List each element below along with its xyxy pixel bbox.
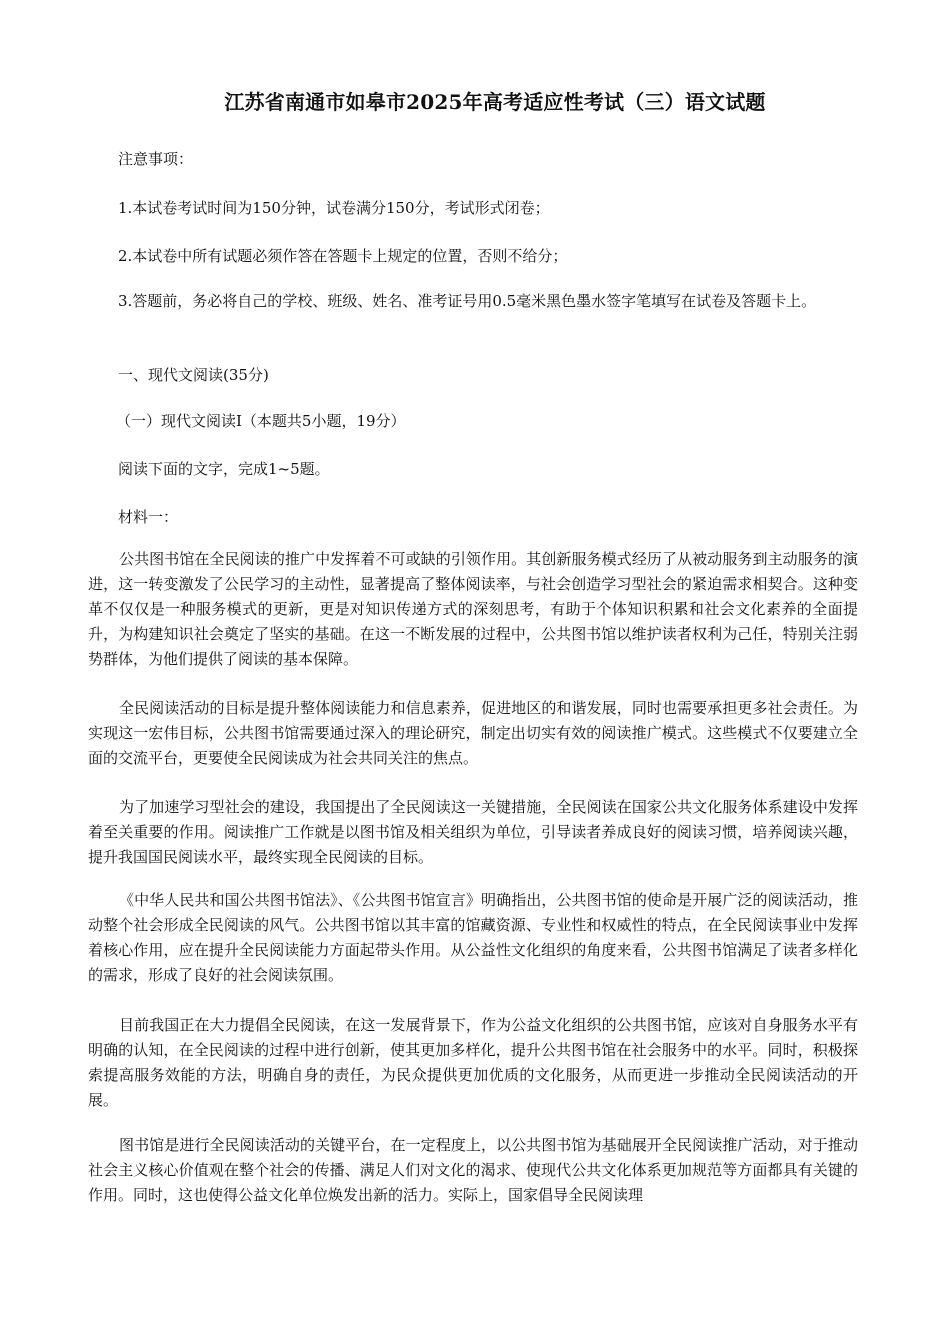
subsection-heading: （一）现代文阅读Ⅰ（本题共5小题，19分） (116, 412, 406, 430)
body-paragraph: 《中华人民共和国公共图书馆法》、《公共图书馆宣言》明确指出，公共图书馆的使命是开展广泛的阅读活动，推动整个社会形成全民阅读的风气。公共图书馆以其丰富的馆藏资源、专业性和权威性的特点，在全民阅读事业中发挥着核心作用，应在提升全民阅读能力方面起带头作用。从公益性文化组织的角度来看，公共图书馆满足了读者多样化的需求，形成了良好的社会阅读氛围。 (88, 891, 858, 984)
body-paragraph: 全民阅读活动的目标是提升整体阅读能力和信息素养，促进地区的和谐发展，同时也需要承担更多社会责任。为实现这一宏伟目标，公共图书馆需要通过深入的理论研究，制定出切实有效的阅读推广模式。这些模式不仅要建立全面的交流平台，更要使全民阅读成为社会共同关注的焦点。 (88, 699, 858, 767)
body-paragraph: 为了加速学习型社会的建设，我国提出了全民阅读这一关键措施，全民阅读在国家公共文化服务体系建设中发挥着至关重要的作用。阅读推广工作就是以图书馆及相关组织为单位，引导读者养成良好的阅读习惯，培养阅读兴趣，提升我国国民阅读水平，最终实现全民阅读的目标。 (88, 798, 858, 866)
notice-item-3: 3.答题前，务必将自己的学校、班级、姓名、准考证号用0.5毫米黑色墨水签字笔填写在试卷及答题卡上。 (118, 292, 817, 310)
body-paragraph: 公共图书馆在全民阅读的推广中发挥着不可或缺的引领作用。其创新服务模式经历了从被动服务到主动服务的演进，这一转变激发了公民学习的主动性，显著提高了整体阅读率，与社会创造学习型社会的紧迫需求相契合。这种变革不仅仅是一种服务模式的更新，更是对知识传递方式的深刻思考，有助于个体知识积累和社会文化素养的全面提升，为构建知识社会奠定了坚实的基础。在这一不断发展的过程中，公共图书馆以维护读者权利为己任，特别关注弱势群体，为他们提供了阅读的基本保障。 (88, 550, 858, 668)
reading-instruction: 阅读下面的文字，完成1~5题。 (118, 460, 330, 478)
notice-item-2: 2.本试卷中所有试题必须作答在答题卡上规定的位置，否则不给分； (118, 247, 568, 265)
notice-heading: 注意事项： (118, 150, 194, 168)
body-paragraph: 目前我国正在大力提倡全民阅读，在这一发展背景下，作为公益文化组织的公共图书馆，应该对自身服务水平有明确的认知，在全民阅读的过程中进行创新，使其更加多样化，提升公共图书馆在社会服务中的水平。同时，积极探索提高服务效能的方法，明确自身的责任，为民众提供更加优质的文化服务，从而更进一步推动全民阅读活动的开展。 (88, 1016, 858, 1109)
section-heading: 一、现代文阅读(35分) (118, 366, 269, 384)
body-paragraph: 图书馆是进行全民阅读活动的关键平台，在一定程度上，以公共图书馆为基础展开全民阅读推广活动，对于推动社会主义核心价值观在整个社会的传播、满足人们对文化的渴求、使现代公共文化体系更加规范等方面都具有关键的作用。同时，这也使得公益文化单位焕发出新的活力。实际上，国家倡导全民阅读理 (88, 1136, 858, 1204)
page-title: 江苏省南通市如皋市2025年高考适应性考试（三）语文试题 (224, 90, 766, 114)
material-label: 材料一： (118, 508, 179, 526)
notice-item-1: 1.本试卷考试时间为150分钟，试卷满分150分，考试形式闭卷； (118, 199, 550, 217)
